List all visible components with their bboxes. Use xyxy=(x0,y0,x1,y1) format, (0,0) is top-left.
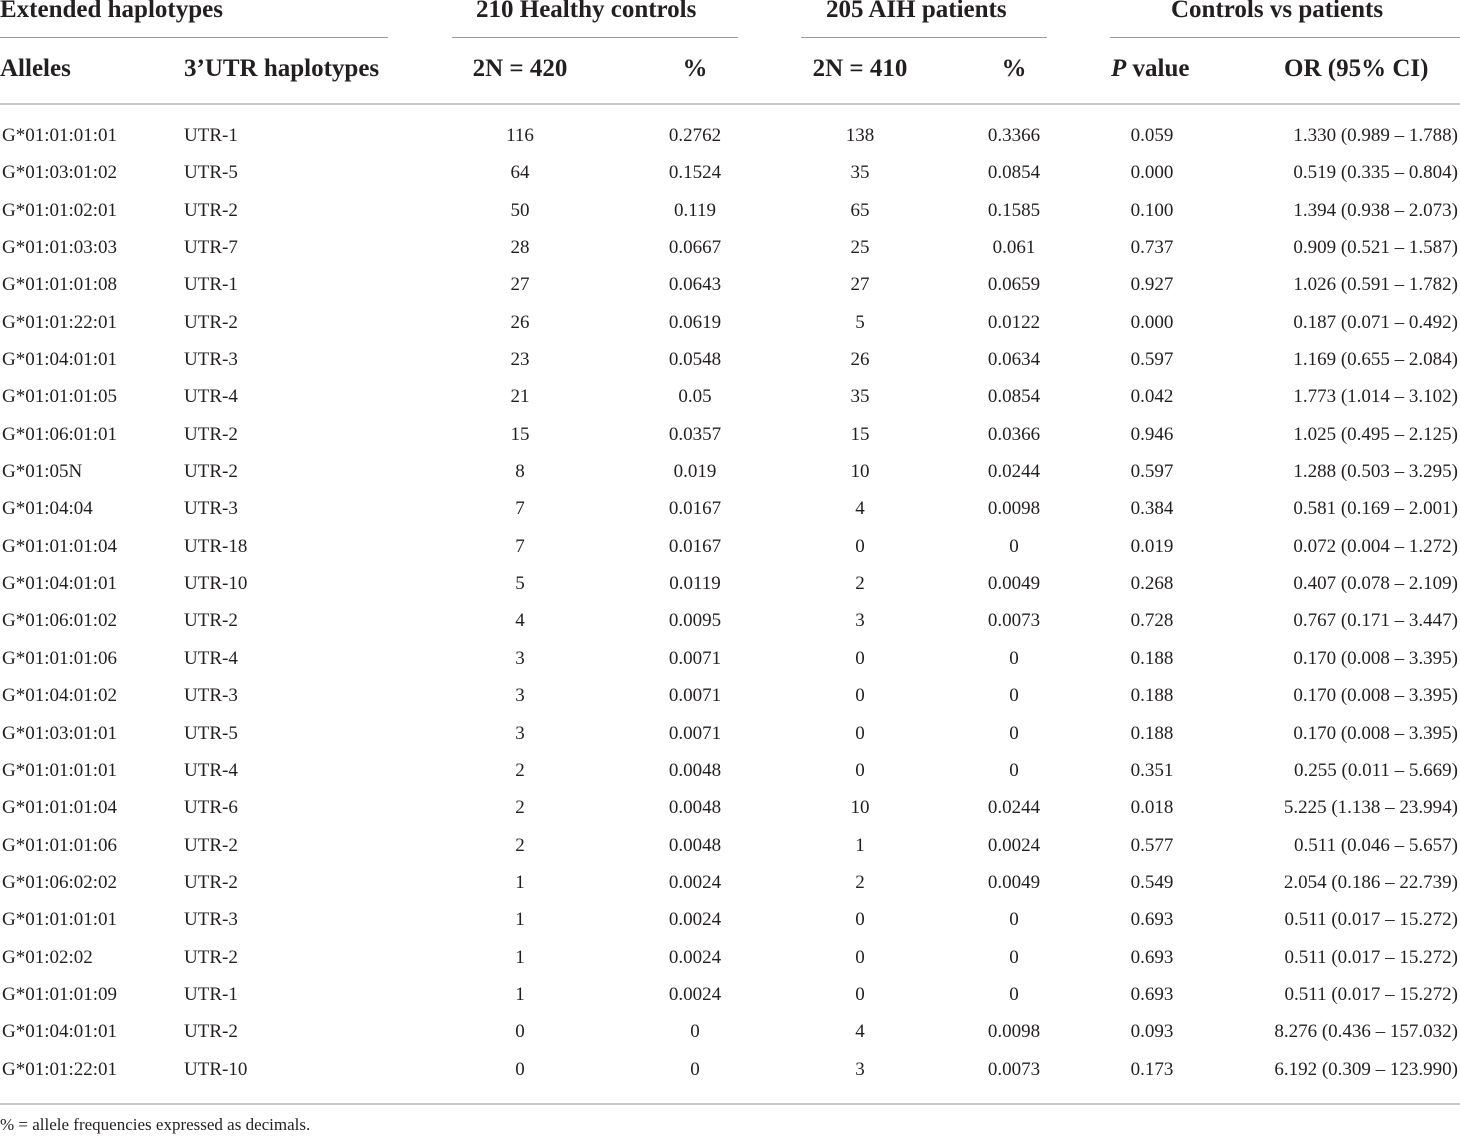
cell-utr-haplotype: UTR-1 xyxy=(184,125,238,146)
cell-odds-ratio: 8.276 (0.436 – 157.032) xyxy=(1274,1021,1458,1043)
cell-odds-ratio: 0.511 (0.017 – 15.272) xyxy=(1284,983,1458,1005)
group-underline-comparison xyxy=(1110,37,1460,38)
cell-patients-count: 0 xyxy=(855,759,865,781)
cell-odds-ratio: 0.170 (0.008 – 3.395) xyxy=(1293,647,1458,669)
cell-utr-haplotype: UTR-7 xyxy=(184,237,238,259)
cell-patients-count: 5 xyxy=(855,311,865,333)
cell-utr-haplotype: UTR-4 xyxy=(184,386,238,408)
cell-odds-ratio: 0.519 (0.335 – 0.804) xyxy=(1293,162,1458,184)
cell-allele: G*01:01:01:04 xyxy=(2,535,118,557)
cell-allele: G*01:04:01:01 xyxy=(2,573,118,595)
cell-p-value: 0.351 xyxy=(1130,759,1174,781)
cell-allele: G*01:04:01:01 xyxy=(2,349,118,371)
cell-utr-haplotype: UTR-10 xyxy=(184,573,248,595)
cell-controls-percent: 0 xyxy=(690,1021,700,1043)
cell-controls-count: 3 xyxy=(515,722,525,744)
cell-allele: G*01:01:02:01 xyxy=(2,199,118,221)
cell-controls-percent: 0.0048 xyxy=(668,797,722,819)
cell-controls-count: 4 xyxy=(515,610,525,632)
group-underline-extended xyxy=(0,37,388,38)
cell-patients-count: 26 xyxy=(850,349,870,371)
cell-controls-count: 50 xyxy=(510,199,530,221)
cell-utr-haplotype: UTR-4 xyxy=(184,759,238,781)
cell-odds-ratio: 1.773 (1.014 – 3.102) xyxy=(1293,386,1458,408)
cell-odds-ratio: 0.170 (0.008 – 3.395) xyxy=(1293,722,1458,744)
cell-utr-haplotype: UTR-2 xyxy=(184,871,238,893)
cell-utr-haplotype: UTR-2 xyxy=(184,610,238,632)
cell-allele: G*01:06:02:02 xyxy=(2,871,118,893)
cell-patients-percent: 0.0049 xyxy=(987,871,1041,893)
column-header-odds-ratio: OR (95% CI) xyxy=(1284,55,1429,82)
cell-patients-percent: 0.0098 xyxy=(987,498,1041,520)
table-row xyxy=(0,603,1460,640)
cell-p-value: 0.693 xyxy=(1130,983,1174,1005)
cell-odds-ratio: 1.026 (0.591 – 1.782) xyxy=(1293,274,1458,296)
cell-odds-ratio: 0.909 (0.521 – 1.587) xyxy=(1293,237,1458,259)
cell-odds-ratio: 1.394 (0.938 – 2.073) xyxy=(1293,199,1458,221)
cell-utr-haplotype: UTR-2 xyxy=(184,311,238,333)
cell-odds-ratio: 0.407 (0.078 – 2.109) xyxy=(1293,573,1458,595)
table-row xyxy=(0,902,1460,939)
group-header-aih-patients: 205 AIH patients xyxy=(826,0,1007,23)
table-row xyxy=(0,678,1460,715)
cell-controls-percent: 0.0167 xyxy=(668,498,722,520)
cell-p-value: 0.268 xyxy=(1130,573,1174,595)
cell-controls-count: 1 xyxy=(515,909,525,931)
cell-utr-haplotype: UTR-2 xyxy=(184,423,238,445)
cell-patients-count: 15 xyxy=(850,423,870,445)
header-divider xyxy=(0,103,1460,105)
cell-patients-percent: 0 xyxy=(1009,946,1019,968)
cell-utr-haplotype: UTR-2 xyxy=(184,834,238,856)
table-row xyxy=(0,977,1460,1014)
cell-allele: G*01:02:02 xyxy=(2,946,93,968)
cell-p-value: 0.946 xyxy=(1130,423,1174,445)
cell-controls-count: 2 xyxy=(515,797,525,819)
group-underline-controls xyxy=(452,37,738,38)
table-row xyxy=(0,865,1460,902)
group-header-extended-haplotypes: Extended haplotypes xyxy=(0,0,223,23)
cell-controls-percent: 0.0167 xyxy=(668,535,722,557)
cell-controls-percent: 0.0643 xyxy=(668,274,722,296)
table-row xyxy=(0,641,1460,678)
cell-patients-percent: 0.3366 xyxy=(987,125,1041,146)
cell-controls-percent: 0.0095 xyxy=(668,610,722,632)
cell-utr-haplotype: UTR-3 xyxy=(184,909,238,931)
cell-p-value: 0.693 xyxy=(1130,946,1174,968)
cell-allele: G*01:04:04 xyxy=(2,498,93,520)
cell-patients-count: 0 xyxy=(855,535,865,557)
cell-allele: G*01:01:01:01 xyxy=(2,125,118,146)
cell-controls-count: 23 xyxy=(510,349,530,371)
cell-odds-ratio: 0.511 (0.017 – 15.272) xyxy=(1284,946,1458,968)
cell-controls-percent: 0.0024 xyxy=(668,871,722,893)
cell-patients-percent: 0.0244 xyxy=(987,797,1041,819)
cell-patients-percent: 0.0854 xyxy=(987,162,1041,184)
cell-patients-count: 1 xyxy=(855,834,865,856)
cell-patients-percent: 0 xyxy=(1009,983,1019,1005)
cell-p-value: 0.693 xyxy=(1130,909,1174,931)
cell-odds-ratio: 0.170 (0.008 – 3.395) xyxy=(1293,685,1458,707)
cell-patients-percent: 0.0049 xyxy=(987,573,1041,595)
cell-patients-count: 0 xyxy=(855,647,865,669)
cell-odds-ratio: 1.288 (0.503 – 3.295) xyxy=(1293,461,1458,483)
table-row xyxy=(0,753,1460,790)
cell-patients-count: 3 xyxy=(855,1058,865,1080)
cell-p-value: 0.728 xyxy=(1130,610,1174,632)
cell-patients-percent: 0.0073 xyxy=(987,610,1041,632)
cell-controls-percent: 0 xyxy=(690,1058,700,1080)
cell-patients-count: 0 xyxy=(855,909,865,931)
column-header-patients-count: 2N = 410 xyxy=(812,55,908,82)
cell-allele: G*01:01:22:01 xyxy=(2,311,118,333)
cell-p-value: 0.597 xyxy=(1130,461,1174,483)
table-body xyxy=(0,118,1460,1089)
cell-utr-haplotype: UTR-2 xyxy=(184,1021,238,1043)
cell-controls-percent: 0.2762 xyxy=(668,125,722,146)
cell-p-value: 0.093 xyxy=(1130,1021,1174,1043)
cell-odds-ratio: 0.511 (0.046 – 5.657) xyxy=(1294,834,1458,856)
table-row xyxy=(0,940,1460,977)
p-value-label: value xyxy=(1126,55,1190,82)
table-row xyxy=(0,230,1460,267)
cell-patients-count: 2 xyxy=(855,573,865,595)
cell-patients-percent: 0.0098 xyxy=(987,1021,1041,1043)
cell-utr-haplotype: UTR-6 xyxy=(184,797,238,819)
group-underline-patients xyxy=(801,37,1047,38)
cell-patients-count: 0 xyxy=(855,983,865,1005)
cell-controls-count: 1 xyxy=(515,871,525,893)
cell-patients-percent: 0.0073 xyxy=(987,1058,1041,1080)
cell-controls-percent: 0.0619 xyxy=(668,311,722,333)
cell-patients-count: 10 xyxy=(850,797,870,819)
cell-utr-haplotype: UTR-5 xyxy=(184,162,238,184)
cell-allele: G*01:04:01:01 xyxy=(2,1021,118,1043)
cell-patients-percent: 0.0366 xyxy=(987,423,1041,445)
cell-patients-percent: 0.1585 xyxy=(987,199,1041,221)
cell-controls-count: 3 xyxy=(515,685,525,707)
cell-allele: G*01:01:01:09 xyxy=(2,983,118,1005)
cell-patients-percent: 0 xyxy=(1009,647,1019,669)
cell-odds-ratio: 6.192 (0.309 – 123.990) xyxy=(1274,1058,1458,1080)
cell-patients-count: 4 xyxy=(855,1021,865,1043)
cell-patients-percent: 0 xyxy=(1009,759,1019,781)
cell-patients-percent: 0 xyxy=(1009,535,1019,557)
cell-controls-count: 8 xyxy=(515,461,525,483)
table-row xyxy=(0,305,1460,342)
cell-controls-count: 2 xyxy=(515,834,525,856)
cell-controls-count: 7 xyxy=(515,498,525,520)
table-row xyxy=(0,716,1460,753)
table-row xyxy=(0,566,1460,603)
cell-allele: G*01:01:01:01 xyxy=(2,759,118,781)
cell-allele: G*01:03:01:01 xyxy=(2,722,118,744)
table-row xyxy=(0,1052,1460,1089)
cell-p-value: 0.549 xyxy=(1130,871,1174,893)
cell-odds-ratio: 1.025 (0.495 – 2.125) xyxy=(1293,423,1458,445)
cell-patients-count: 25 xyxy=(850,237,870,259)
cell-odds-ratio: 1.330 (0.989 – 1.788) xyxy=(1293,125,1458,146)
cell-p-value: 0.059 xyxy=(1130,125,1174,146)
cell-controls-count: 27 xyxy=(510,274,530,296)
cell-utr-haplotype: UTR-2 xyxy=(184,199,238,221)
cell-odds-ratio: 0.255 (0.011 – 5.669) xyxy=(1294,759,1458,781)
cell-allele: G*01:01:01:06 xyxy=(2,834,118,856)
cell-p-value: 0.018 xyxy=(1130,797,1174,819)
cell-controls-percent: 0.0048 xyxy=(668,759,722,781)
cell-p-value: 0.188 xyxy=(1130,685,1174,707)
table-row xyxy=(0,828,1460,865)
cell-controls-percent: 0.119 xyxy=(673,199,717,221)
cell-patients-count: 10 xyxy=(850,461,870,483)
cell-patients-count: 0 xyxy=(855,722,865,744)
table-row xyxy=(0,417,1460,454)
cell-utr-haplotype: UTR-3 xyxy=(184,349,238,371)
cell-patients-count: 27 xyxy=(850,274,870,296)
table-row xyxy=(0,379,1460,416)
cell-odds-ratio: 0.767 (0.171 – 3.447) xyxy=(1293,610,1458,632)
cell-p-value: 0.927 xyxy=(1130,274,1174,296)
cell-controls-count: 0 xyxy=(515,1058,525,1080)
cell-allele: G*01:04:01:02 xyxy=(2,685,118,707)
cell-p-value: 0.188 xyxy=(1130,647,1174,669)
column-header-p-value xyxy=(1111,55,1189,83)
cell-controls-count: 7 xyxy=(515,535,525,557)
cell-controls-percent: 0.0024 xyxy=(668,983,722,1005)
cell-controls-count: 116 xyxy=(506,125,534,146)
cell-allele: G*01:01:01:06 xyxy=(2,647,118,669)
cell-utr-haplotype: UTR-3 xyxy=(184,498,238,520)
cell-patients-count: 0 xyxy=(855,946,865,968)
cell-controls-percent: 0.019 xyxy=(673,461,717,483)
cell-p-value: 0.000 xyxy=(1130,162,1174,184)
cell-p-value: 0.042 xyxy=(1130,386,1174,408)
cell-utr-haplotype: UTR-2 xyxy=(184,461,238,483)
cell-odds-ratio: 0.187 (0.071 – 0.492) xyxy=(1293,311,1458,333)
cell-controls-count: 5 xyxy=(515,573,525,595)
table-row xyxy=(0,454,1460,491)
cell-p-value: 0.737 xyxy=(1130,237,1174,259)
cell-patients-percent: 0 xyxy=(1009,722,1019,744)
cell-allele: G*01:06:01:02 xyxy=(2,610,118,632)
table-row xyxy=(0,491,1460,528)
cell-controls-percent: 0.0548 xyxy=(668,349,722,371)
cell-odds-ratio: 2.054 (0.186 – 22.739) xyxy=(1283,871,1458,893)
cell-controls-count: 2 xyxy=(515,759,525,781)
cell-controls-count: 21 xyxy=(510,386,530,408)
cell-patients-count: 4 xyxy=(855,498,865,520)
cell-allele: G*01:01:01:01 xyxy=(2,909,118,931)
cell-p-value: 0.100 xyxy=(1130,199,1174,221)
cell-utr-haplotype: UTR-5 xyxy=(184,722,238,744)
cell-utr-haplotype: UTR-4 xyxy=(184,647,238,669)
cell-odds-ratio: 0.581 (0.169 – 2.001) xyxy=(1293,498,1458,520)
cell-allele: G*01:06:01:01 xyxy=(2,423,118,445)
table-row xyxy=(0,155,1460,192)
cell-allele: G*01:05N xyxy=(2,461,83,483)
table-row xyxy=(0,342,1460,379)
table-row xyxy=(0,118,1460,155)
cell-allele: G*01:01:22:01 xyxy=(2,1058,118,1080)
table-row xyxy=(0,529,1460,566)
cell-controls-percent: 0.0357 xyxy=(668,423,722,445)
cell-patients-percent: 0.0854 xyxy=(987,386,1041,408)
group-header-healthy-controls: 210 Healthy controls xyxy=(476,0,697,23)
cell-controls-count: 26 xyxy=(510,311,530,333)
cell-controls-count: 15 xyxy=(510,423,530,445)
cell-controls-count: 3 xyxy=(515,647,525,669)
cell-utr-haplotype: UTR-3 xyxy=(184,685,238,707)
cell-allele: G*01:01:01:08 xyxy=(2,274,118,296)
cell-p-value: 0.000 xyxy=(1130,311,1174,333)
cell-patients-count: 35 xyxy=(850,162,870,184)
cell-odds-ratio: 0.072 (0.004 – 1.272) xyxy=(1293,535,1458,557)
cell-patients-count: 35 xyxy=(850,386,870,408)
cell-controls-count: 64 xyxy=(510,162,530,184)
cell-p-value: 0.384 xyxy=(1130,498,1174,520)
cell-p-value: 0.019 xyxy=(1130,535,1174,557)
cell-controls-count: 28 xyxy=(510,237,530,259)
cell-patients-count: 0 xyxy=(855,685,865,707)
cell-utr-haplotype: UTR-18 xyxy=(184,535,248,557)
column-header-utr-haplotypes: 3’UTR haplotypes xyxy=(184,55,380,82)
cell-controls-percent: 0.0071 xyxy=(668,647,722,669)
cell-odds-ratio: 0.511 (0.017 – 15.272) xyxy=(1284,909,1458,931)
cell-odds-ratio: 1.169 (0.655 – 2.084) xyxy=(1293,349,1458,371)
group-header-controls-vs-patients: Controls vs patients xyxy=(1171,0,1384,23)
p-italic: P xyxy=(1111,55,1127,82)
table-row xyxy=(0,193,1460,230)
cell-utr-haplotype: UTR-10 xyxy=(184,1058,248,1080)
cell-utr-haplotype: UTR-2 xyxy=(184,946,238,968)
cell-controls-percent: 0.1524 xyxy=(668,162,722,184)
table-bottom-rule xyxy=(0,1103,1460,1105)
cell-patients-percent: 0.0024 xyxy=(987,834,1041,856)
cell-allele: G*01:03:01:02 xyxy=(2,162,118,184)
cell-controls-percent: 0.0071 xyxy=(668,685,722,707)
cell-controls-percent: 0.0024 xyxy=(668,946,722,968)
cell-p-value: 0.188 xyxy=(1130,722,1174,744)
cell-controls-count: 1 xyxy=(515,983,525,1005)
cell-controls-percent: 0.0667 xyxy=(668,237,722,259)
cell-controls-percent: 0.05 xyxy=(678,386,712,408)
cell-patients-percent: 0.0659 xyxy=(987,274,1041,296)
cell-controls-count: 0 xyxy=(515,1021,525,1043)
cell-patients-percent: 0 xyxy=(1009,909,1019,931)
column-header-controls-count: 2N = 420 xyxy=(472,55,568,82)
cell-patients-percent: 0.061 xyxy=(992,237,1036,259)
cell-patients-count: 3 xyxy=(855,610,865,632)
cell-allele: G*01:01:01:05 xyxy=(2,386,118,408)
cell-patients-percent: 0.0244 xyxy=(987,461,1041,483)
cell-patients-count: 2 xyxy=(855,871,865,893)
column-header-controls-percent: % xyxy=(682,55,708,82)
cell-allele: G*01:01:01:04 xyxy=(2,797,118,819)
cell-patients-percent: 0.0122 xyxy=(987,311,1041,333)
column-header-patients-percent: % xyxy=(1001,55,1027,82)
table-row xyxy=(0,1014,1460,1051)
cell-allele: G*01:01:03:03 xyxy=(2,237,118,259)
cell-utr-haplotype: UTR-1 xyxy=(184,983,238,1005)
cell-controls-percent: 0.0048 xyxy=(668,834,722,856)
cell-patients-percent: 0 xyxy=(1009,685,1019,707)
cell-controls-percent: 0.0119 xyxy=(669,573,721,595)
cell-controls-percent: 0.0024 xyxy=(668,909,722,931)
cell-odds-ratio: 5.225 (1.138 – 23.994) xyxy=(1283,797,1458,819)
cell-p-value: 0.577 xyxy=(1130,834,1174,856)
table-row xyxy=(0,267,1460,304)
cell-utr-haplotype: UTR-1 xyxy=(184,274,238,296)
cell-patients-percent: 0.0634 xyxy=(987,349,1041,371)
table-footnote: % = allele frequencies expressed as decimals. xyxy=(0,1115,311,1134)
cell-patients-count: 138 xyxy=(845,125,875,146)
cell-controls-count: 1 xyxy=(515,946,525,968)
column-header-alleles: Alleles xyxy=(0,55,71,82)
cell-controls-percent: 0.0071 xyxy=(668,722,722,744)
table-row xyxy=(0,790,1460,827)
cell-p-value: 0.597 xyxy=(1130,349,1174,371)
cell-patients-count: 65 xyxy=(850,199,870,221)
cell-p-value: 0.173 xyxy=(1130,1058,1174,1080)
